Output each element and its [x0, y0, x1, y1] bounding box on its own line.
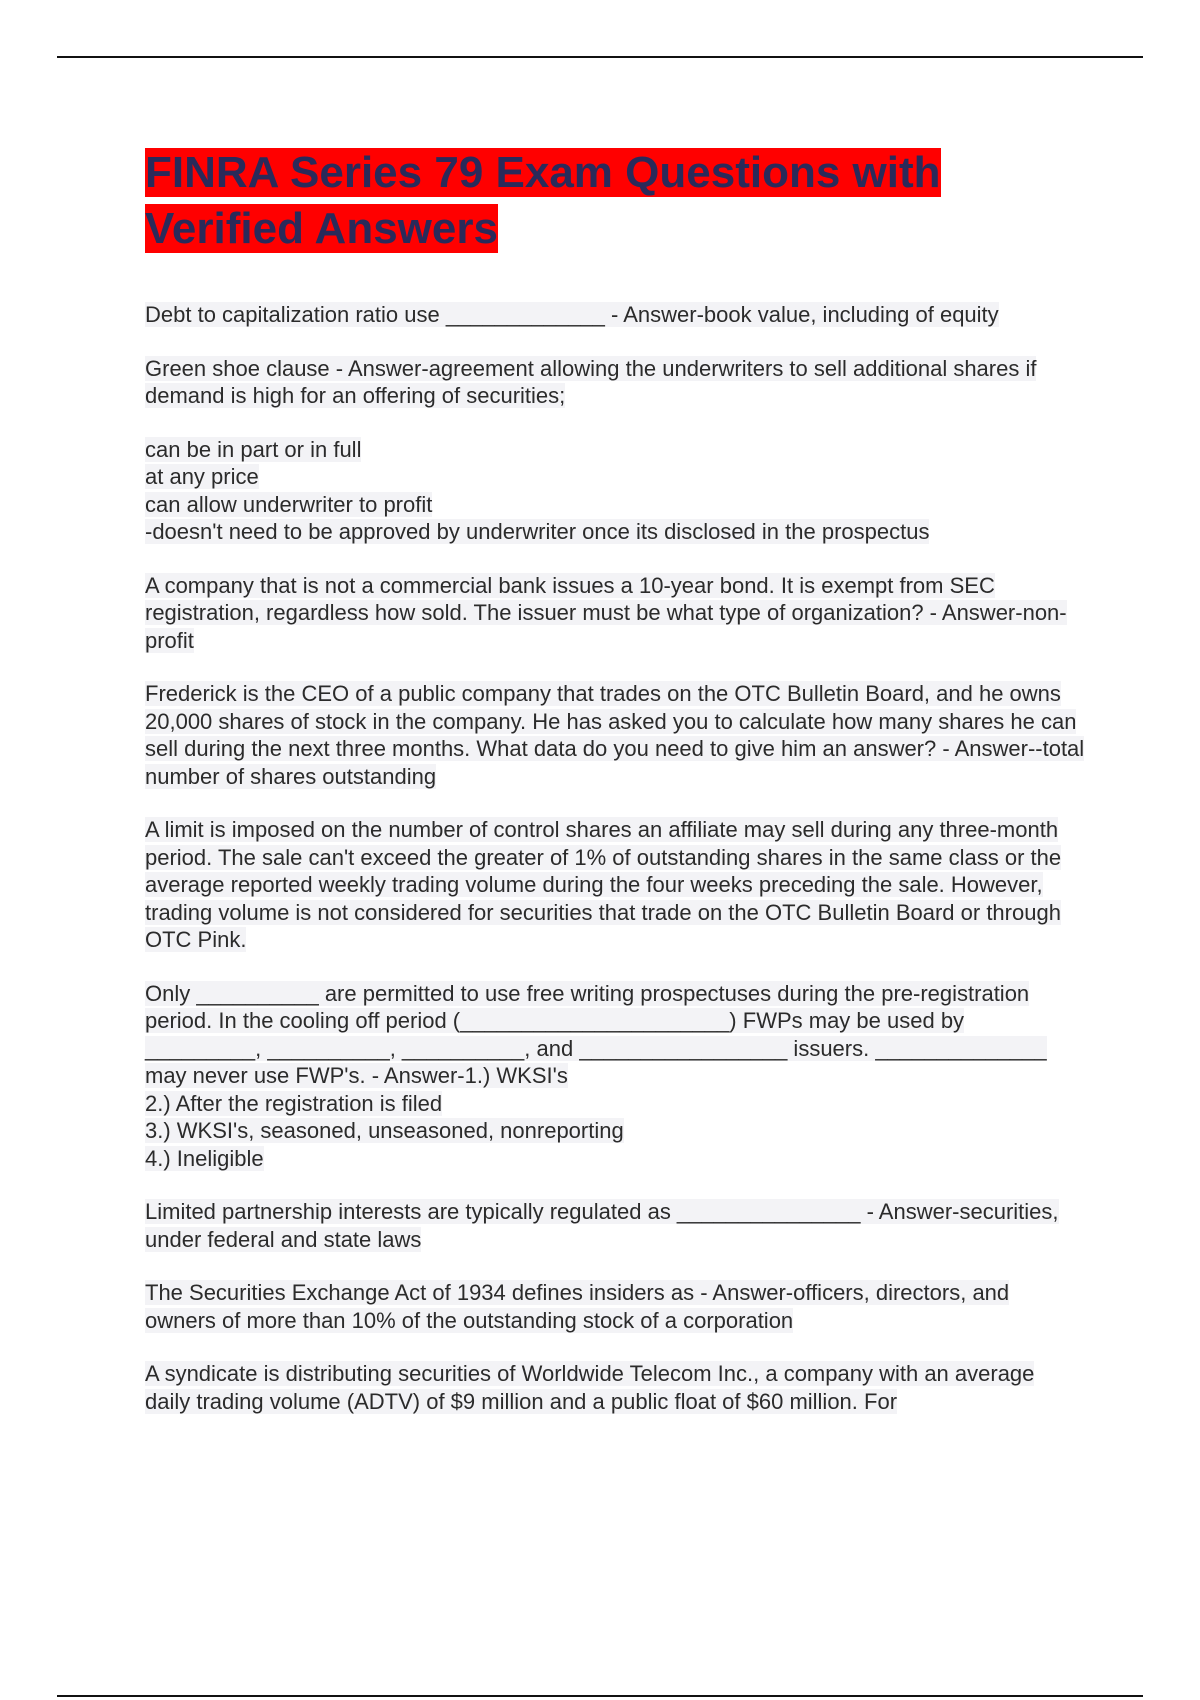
qa-entry-text: Green shoe clause - Answer-agreement allowing the underwriters to sell additional shares if demand is high for an offering of securities; — [145, 355, 1037, 408]
footer-rule — [57, 1695, 1143, 1697]
qa-entry-text: Only __________ are permitted to use free writing prospectuses during the pre-registration period. In the cooling off period (______________________) FWPs may be used by _________, __________, __________, and _________________ issuers. ______________ may never use FWP's. - Answer-1.) WKSI's 2.) After the registration is filed 3.) WKSI's, seasoned, unseasoned, nonreporting 4.) Ineligible — [145, 980, 1047, 1171]
qa-entry — [145, 436, 1085, 546]
header-rule — [57, 56, 1143, 58]
qa-entry — [145, 355, 1085, 410]
qa-entry — [145, 301, 1085, 329]
qa-entry — [145, 572, 1085, 655]
qa-entry-text: A limit is imposed on the number of control shares an affiliate may sell during any three-month period. The sale can't exceed the greater of 1% of outstanding shares in the same class or the average reported weekly trading volume during the four weeks preceding the sale. However, trading volume is not considered for securities that trade on the OTC Bulletin Board or through OTC Pink. — [145, 817, 1062, 952]
document-title-text: FINRA Series 79 Exam Questions with Verified Answers — [145, 148, 941, 253]
qa-entry — [145, 1360, 1085, 1415]
qa-entry — [145, 980, 1085, 1173]
qa-entry-text: A syndicate is distributing securities of Worldwide Telecom Inc., a company with an average daily trading volume (ADTV) of $9 million and a public float of $60 million. For — [145, 1361, 1035, 1414]
qa-entry — [145, 816, 1085, 954]
qa-entry-text: The Securities Exchange Act of 1934 defines insiders as - Answer-officers, directors, and owners of more than 10% of the outstanding stock of a corporation — [145, 1280, 1010, 1333]
qa-entry-text: Debt to capitalization ratio use _____________ - Answer-book value, including of equity — [145, 302, 999, 327]
document-title — [145, 145, 1085, 257]
qa-entry-text: Frederick is the CEO of a public company that trades on the OTC Bulletin Board, and he owns 20,000 shares of stock in the company. He has asked you to calculate how many shares he can sell during the next three months. What data do you need to give him an answer? - Answer--total number of shares outstanding — [145, 681, 1085, 789]
qa-entry — [145, 1198, 1085, 1253]
qa-entry-text: Limited partnership interests are typically regulated as _______________ - Answer-securities, under federal and state laws — [145, 1199, 1059, 1252]
qa-entry-text: A company that is not a commercial bank issues a 10-year bond. It is exempt from SEC registration, regardless how sold. The issuer must be what type of organization? - Answer-non-profit — [145, 572, 1067, 653]
document-body — [145, 145, 1085, 1441]
qa-entry-text: can be in part or in full at any price can allow underwriter to profit -doesn't need to be approved by underwriter once its disclosed in the prospectus — [145, 436, 930, 544]
qa-entry — [145, 680, 1085, 790]
qa-entry — [145, 1279, 1085, 1334]
